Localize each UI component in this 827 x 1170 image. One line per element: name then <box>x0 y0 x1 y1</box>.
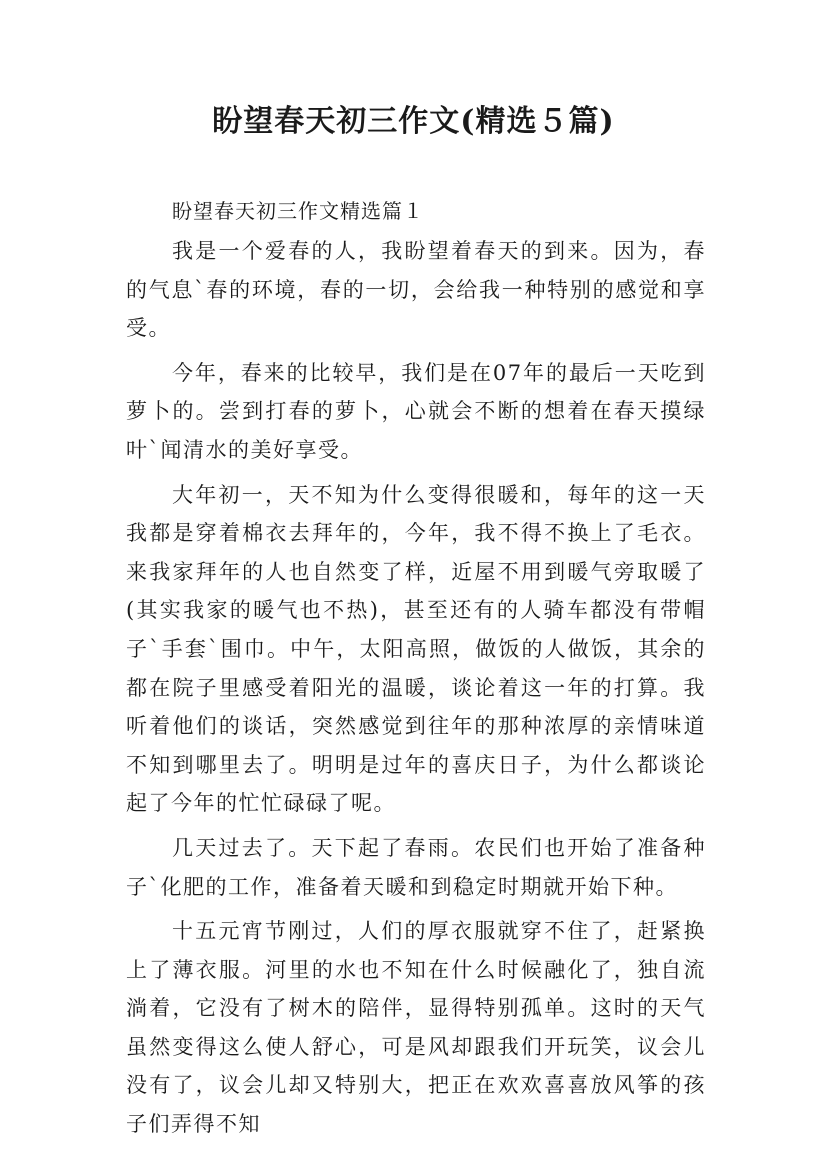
document-body <box>126 196 706 1144</box>
paragraph-4: 几天过去了。天下起了春雨。农民们也开始了准备种子`化肥的工作，准备着天暖和到稳定时期就开始下种。 <box>126 835 706 899</box>
section-subheading: 盼望春天初三作文精选篇１ <box>172 199 424 223</box>
paragraph-3: 大年初一，天不知为什么变得很暖和，每年的这一天我都是穿着棉衣去拜年的，今年，我不得不换上了毛衣。来我家拜年的人也自然变了样，近屋不用到暖气旁取暖了(其实我家的暖气也不热)，甚至还有的人骑车都没有带帽子`手套`围巾。中午，太阳高照，做饭的人做饭，其余的都在院子里感受着阳光的温暖，谈论着这一年的打算。我听着他们的谈话，突然感觉到往年的那种浓厚的亲情味道不知到哪里去了。明明是过年的喜庆日子，为什么都谈论起了今年的忙忙碌碌了呢。 <box>126 482 706 816</box>
document-title: 盼望春天初三作文(精选５篇) <box>212 104 615 139</box>
paragraph-5: 十五元宵节刚过，人们的厚衣服就穿不住了，赶紧换上了薄衣服。河里的水也不知在什么时候融化了，独自流淌着，它没有了树木的陪伴，显得特别孤单。这时的天气虽然变得这么使人舒心，可是风却跟我们开玩笑，议会儿没有了，议会儿却又特别大，把正在欢欢喜喜放风筝的孩子们弄得不知 <box>126 919 706 1137</box>
paragraph-2: 今年，春来的比较早，我们是在07年的最后一天吃到萝卜的。尝到打春的萝卜，心就会不断的想着在春天摸绿叶`闻清水的美好享受。 <box>126 360 706 462</box>
paragraph-1: 我是一个爱春的人，我盼望着春天的到来。因为，春的气息`春的环境，春的一切，会给我一种特别的感觉和享受。 <box>126 239 706 341</box>
